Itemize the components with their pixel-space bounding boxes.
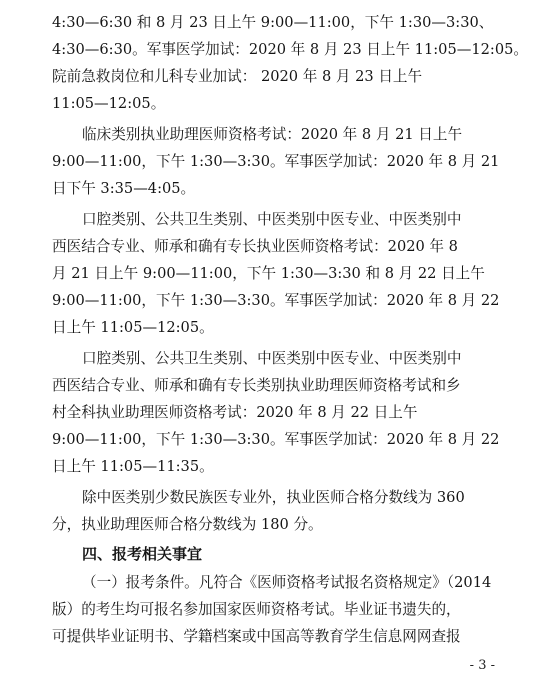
text-line-19: 分，执业助理医师合格分数线为 180 分。 xyxy=(52,516,323,533)
text-line-22: 可提供毕业证明书、学籍档案或中国高等教育学生信息网网查报 xyxy=(52,628,461,645)
text-line-15: 村全科执业助理医师资格考试：2020 年 8 月 22 日上午 xyxy=(52,404,418,421)
text-line-4: 11:05—12:05。 xyxy=(52,95,166,112)
text-line-6: 9:00—11:00，下午 1:30—3:30。军事医学加试：2020 年 8 月 21 xyxy=(52,153,500,170)
text-line-5: 临床类别执业助理医师资格考试：2020 年 8 月 21 日上午 xyxy=(82,126,463,143)
text-line-10: 月 21 日上午 9:00—11:00，下午 1:30—3:30 和 8 月 22 日上午 xyxy=(52,265,485,282)
text-line-9: 西医结合专业、师承和确有专长执业医师资格考试：2020 年 8 xyxy=(52,238,458,255)
text-line-18: 除中医类别少数民族医专业外，执业医师合格分数线为 360 xyxy=(82,489,465,506)
page-number: - 3 - xyxy=(469,658,495,673)
text-line-13: 口腔类别、公共卫生类别、中医类别中医专业、中医类别中 xyxy=(82,350,462,367)
text-line-2: 4:30—6:30。军事医学加试：2020 年 8 月 23 日上午 11:05—12:05。 xyxy=(52,41,528,58)
text-line-14: 西医结合专业、师承和确有专长类别执业助理医师资格考试和乡 xyxy=(52,377,461,394)
text-line-16: 9:00—11:00，下午 1:30—3:30。军事医学加试：2020 年 8 月 22 xyxy=(52,431,500,448)
text-line-20: （一）报考条件。凡符合《医师资格考试报名资格规定》（2014 xyxy=(82,574,492,591)
text-line-12: 日上午 11:05—12:05。 xyxy=(52,319,214,336)
text-line-17: 日上午 11:05—11:35。 xyxy=(52,458,214,475)
text-line-21: 版）的考生均可报名参加国家医师资格考试。毕业证书遗失的， xyxy=(52,601,461,618)
text-line-8: 口腔类别、公共卫生类别、中医类别中医专业、中医类别中 xyxy=(82,211,462,228)
text-line-1: 4:30—6:30 和 8 月 23 日上午 9:00—11:00，下午 1:30—3:30、 xyxy=(52,14,494,31)
section-heading: 四、报考相关事宜 xyxy=(82,545,203,563)
text-line-11: 9:00—11:00，下午 1:30—3:30。军事医学加试：2020 年 8 月 22 xyxy=(52,292,500,309)
text-line-7: 日下午 3:35—4:05。 xyxy=(52,180,196,197)
text-line-3: 院前急救岗位和儿科专业加试： 2020 年 8 月 23 日上午 xyxy=(52,68,423,85)
